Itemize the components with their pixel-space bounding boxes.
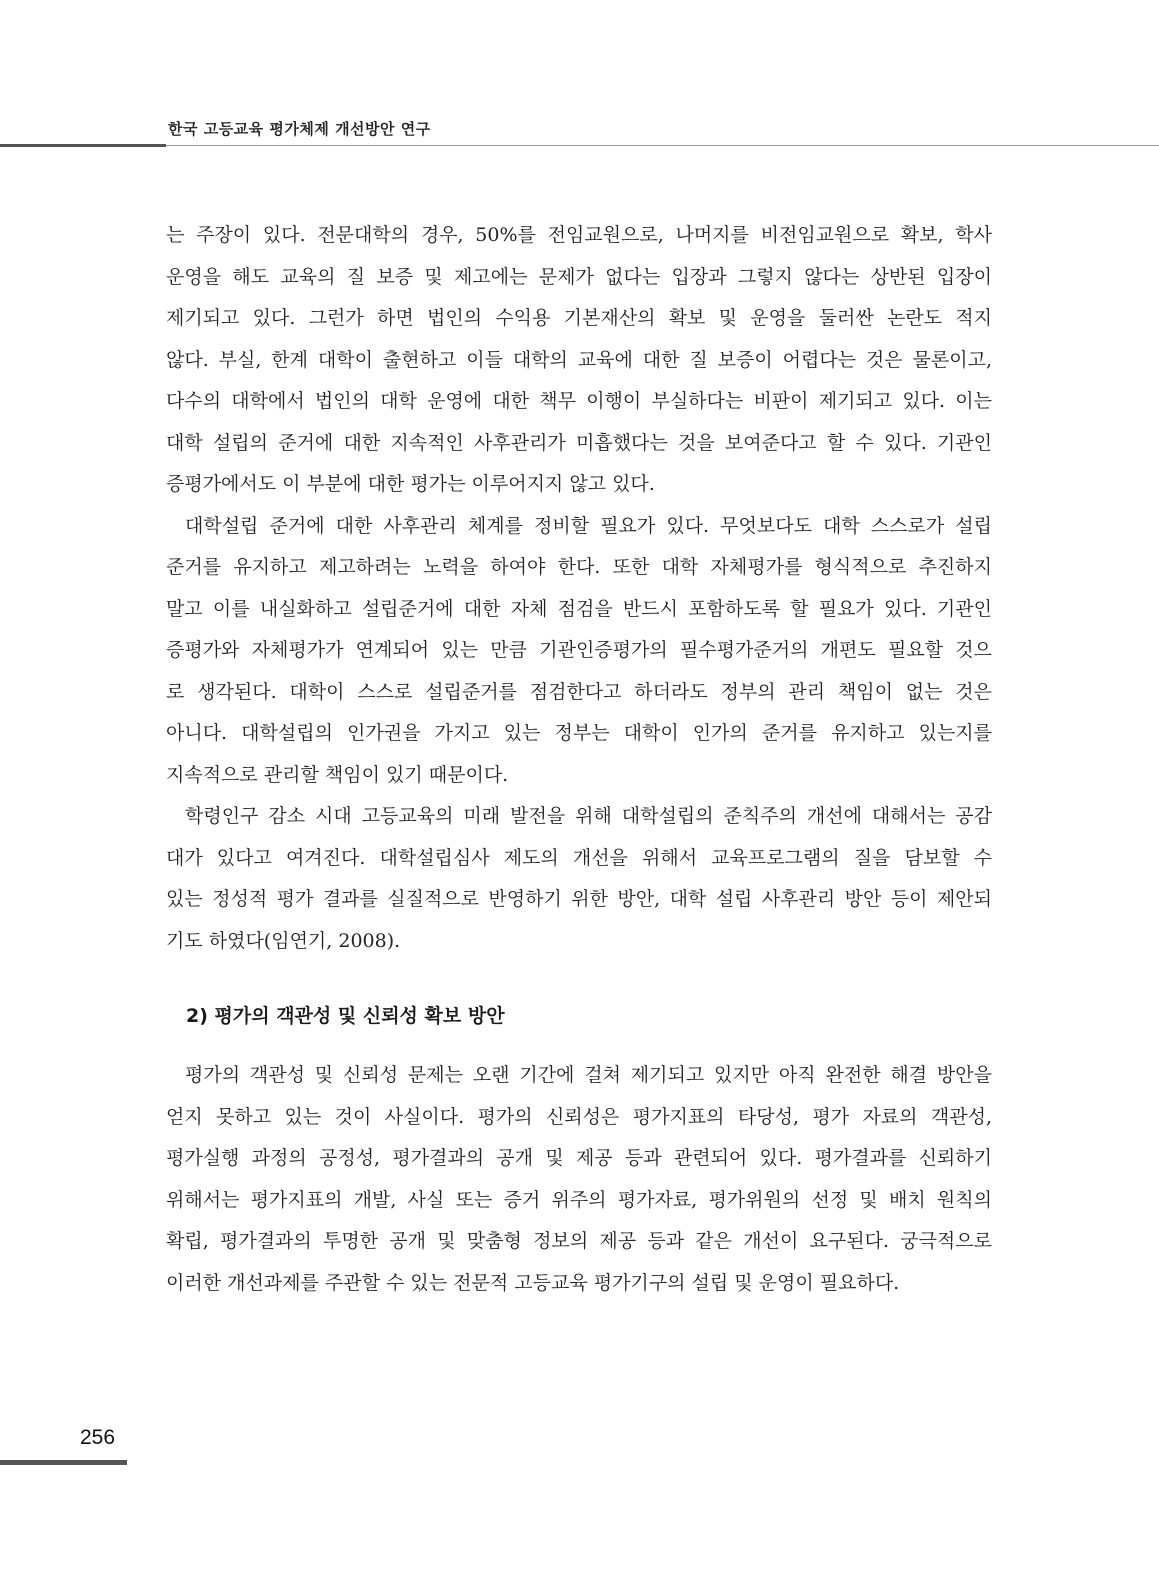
text-line: 증평가와 자체평가가 연계되어 있는 만큼 기관인증평가의 필수평가준거의 개편도 필요할 것으: [166, 639, 992, 661]
text-line: 위해서는 평가지표의 개발, 사실 또는 증거 위주의 평가자료, 평가위원의 선정 및 배치 원칙의: [166, 1188, 992, 1211]
text-line: 증평가에서도 이 부분에 대한 평가는 이루어지지 않고 있다.: [166, 473, 655, 495]
header-rule-accent: [0, 144, 166, 147]
footer-rule: [0, 1460, 127, 1465]
section-heading: 2) 평가의 객관성 및 신뢰성 확보 방안: [186, 1005, 505, 1027]
text-line: 로 생각된다. 대학이 스스로 설립준거를 점검한다고 하더라도 정부의 관리 책임이 없는 것은: [166, 680, 992, 703]
text-line: 제기되고 있다. 그런가 하면 법인의 수익용 기본재산의 확보 및 운영을 둘러싼 논란도 적지: [166, 307, 992, 329]
text-line: 대학설립 준거에 대한 사후관리 체계를 정비할 필요가 있다. 무엇보다도 대학 스스로가 설립: [185, 514, 992, 537]
body-paragraphs-1: [166, 215, 992, 962]
header-rule: [166, 145, 1159, 146]
text-line: 학령인구 감소 시대 고등교육의 미래 발전을 위해 대학설립의 준칙주의 개선에 대해서는 공감: [185, 805, 992, 827]
text-line: 대학 설립의 준거에 대한 지속적인 사후관리가 미흡했다는 것을 보여준다고 할 수 있다. 기관인: [166, 431, 992, 454]
text-line: 말고 이를 내실화하고 설립준거에 대한 자체 점검을 반드시 포함하도록 할 필요가 있다. 기관인: [166, 597, 992, 620]
text-line: 확립, 평가결과의 투명한 공개 및 맞춤형 정보의 제공 등과 같은 개선이 요구된다. 궁극적으로: [166, 1230, 992, 1252]
text-line: 다수의 대학에서 법인의 대학 운영에 대한 책무 이행이 부실하다는 비판이 제기되고 있다. 이는: [166, 390, 992, 412]
text-line: 평가실행 과정의 공정성, 평가결과의 공개 및 제공 등과 관련되어 있다. 평가결과를 신뢰하기: [166, 1147, 992, 1169]
running-header-title: 한국 고등교육 평가체제 개선방안 연구: [168, 120, 431, 138]
text-line: 대가 있다고 여겨진다. 대학설립심사 제도의 개선을 위해서 교육프로그램의 질을 담보할 수: [166, 846, 992, 869]
text-line: 않다. 부실, 한계 대학이 출현하고 이들 대학의 교육에 대한 질 보증이 어렵다는 것은 물론이고,: [166, 348, 992, 371]
text-line: 운영을 해도 교육의 질 보증 및 제고에는 문제가 없다는 입장과 그렇지 않다는 상반된 입장이: [166, 265, 992, 288]
text-line: 평가의 객관성 및 신뢰성 문제는 오랜 기간에 걸쳐 제기되고 있지만 아직 완전한 해결 방안을: [185, 1064, 992, 1086]
text-line: 준거를 유지하고 제고하려는 노력을 하여야 한다. 또한 대학 자체평가를 형식적으로 추진하지: [166, 556, 992, 578]
text-line: 얻지 못하고 있는 것이 사실이다. 평가의 신뢰성은 평가지표의 타당성, 평가 자료의 객관성,: [166, 1105, 992, 1128]
text-line: 는 주장이 있다. 전문대학의 경우, 50%를 전임교원으로, 나머지를 비전임교원으로 확보, 학사: [166, 224, 992, 246]
text-line: 이러한 개선과제를 주관할 수 있는 전문적 고등교육 평가기구의 설립 및 운영이 필요하다.: [166, 1271, 900, 1294]
text-line: 있는 정성적 평가 결과를 실질적으로 반영하기 위한 방안, 대학 설립 사후관리 방안 등이 제안되: [166, 888, 992, 910]
text-line: 지속적으로 관리할 책임이 있기 때문이다.: [166, 763, 509, 786]
text-line: 기도 하였다(임연기, 2008).: [166, 929, 401, 952]
body-paragraphs-2: [166, 1055, 992, 1304]
text-line: 아니다. 대학설립의 인가권을 가지고 있는 정부는 대학이 인가의 준거를 유지하고 있는지를: [166, 722, 992, 744]
page-number: 256: [80, 1426, 116, 1449]
